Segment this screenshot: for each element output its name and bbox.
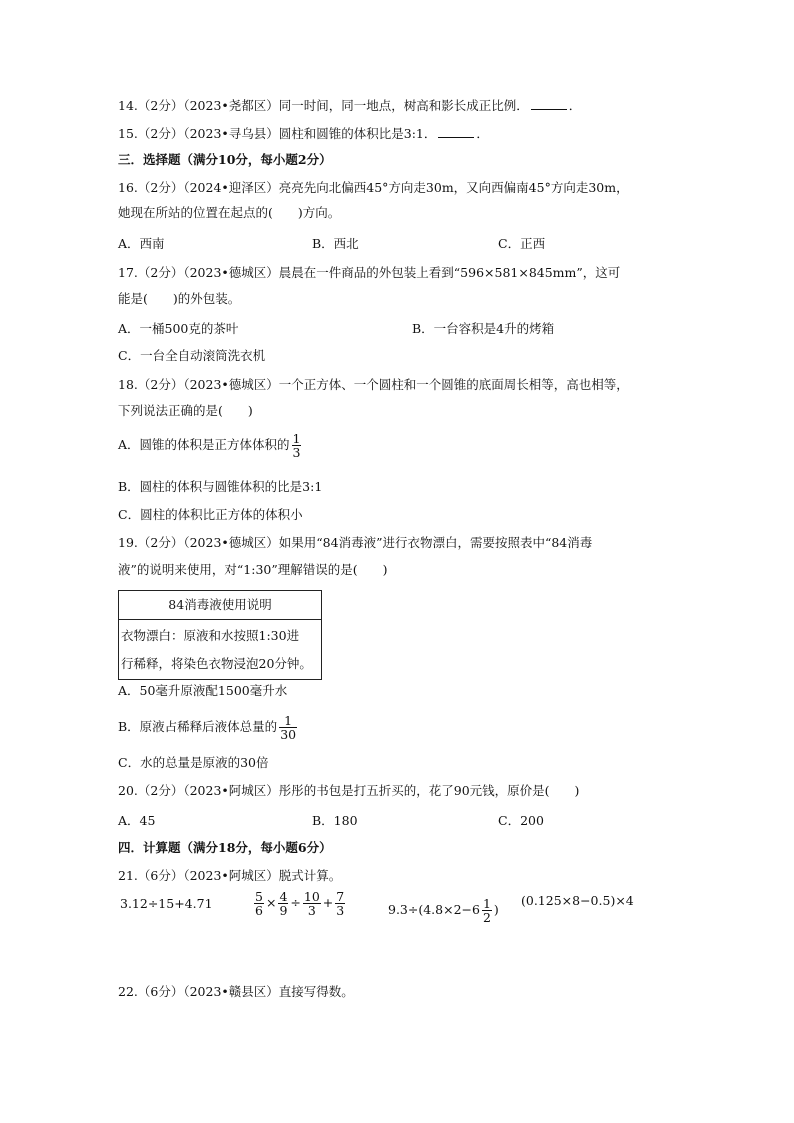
plus-sign: + (322, 895, 334, 910)
divide-sign: ÷ (290, 895, 301, 910)
fraction (278, 890, 288, 917)
q18-option-c[interactable]: C．圆柱的体积比正方体的体积小 (118, 507, 303, 522)
fraction-one-thirtieth (279, 714, 297, 741)
question-15 (118, 125, 489, 143)
fraction (254, 890, 264, 917)
fraction-denominator: 9 (279, 903, 288, 918)
question-15-text: 15.（2分）（2023•寻乌县）圆柱和圆锥的体积比是3:1． (118, 126, 437, 141)
fraction-numerator: 4 (279, 889, 288, 904)
fraction-denominator: 3 (307, 903, 316, 918)
fraction-denominator: 30 (280, 727, 297, 742)
q19-option-b[interactable] (118, 714, 299, 741)
fraction-one-half (482, 897, 492, 924)
calc-expression-2 (252, 890, 347, 917)
q16-option-a[interactable]: A．西南 (118, 236, 165, 251)
question-18-line2: 下列说法正确的是( ) (118, 403, 253, 418)
q17-option-c[interactable]: C．一台全自动滚筒洗衣机 (118, 348, 266, 363)
question-17-line2: 能是( )的外包装。 (118, 291, 241, 306)
q17-option-b[interactable]: B．一台容积是4升的烤箱 (412, 321, 555, 336)
question-19-line1: 19.（2分）（2023•德城区）如果用“84消毒液”进行衣物漂白，需要按照表中“84消毒 (118, 535, 593, 550)
fraction-numerator: 1 (279, 714, 297, 728)
fraction-numerator: 7 (336, 889, 345, 904)
question-16-line2: 她现在所站的位置在起点的( )方向。 (118, 205, 341, 220)
calc-expression-3 (388, 897, 499, 924)
calc-expression-4: (0.125×8−0.5)×4 (521, 893, 634, 908)
fraction-denominator: 6 (255, 903, 263, 918)
section-4-heading: 四．计算题（满分18分，每小题6分） (118, 840, 332, 855)
fraction (335, 890, 345, 917)
q18-option-a-text: A．圆锥的体积是正方体体积的 (118, 437, 290, 452)
q20-option-a[interactable]: A．45 (118, 813, 156, 828)
q16-option-b[interactable]: B．西北 (312, 236, 359, 251)
table-body (119, 620, 321, 680)
question-16-line1: 16.（2分）（2024•迎泽区）亮亮先向北偏西45°方向走30m，又向西偏南45°方向走30m， (118, 180, 629, 195)
fraction-denominator: 2 (482, 910, 491, 925)
q18-option-b[interactable]: B．圆柱的体积与圆锥体积的比是3:1 (118, 479, 323, 494)
fraction (303, 890, 321, 917)
q20-option-b[interactable]: B．180 (312, 813, 358, 828)
answer-blank-14[interactable] (531, 97, 567, 110)
fraction-numerator: 5 (255, 889, 263, 904)
question-17-line1: 17.（2分）（2023•德城区）晨晨在一件商品的外包装上看到“596×581×845mm”，这可 (118, 265, 621, 280)
times-sign: × (265, 895, 277, 910)
question-20: 20.（2分）（2023•阿城区）彤彤的书包是打五折买的，花了90元钱，原价是( ) (118, 783, 580, 798)
q16-option-c[interactable]: C．正西 (498, 236, 546, 251)
fraction-denominator: 3 (336, 903, 345, 918)
calc-expression-1: 3.12÷15+4.71 (120, 896, 213, 911)
fraction-numerator: 1 (482, 896, 491, 911)
question-19-line2: 液”的说明来使用，对“1:30”理解错误的是( ) (118, 562, 388, 577)
calc3-prefix: 9.3÷(4.8×2−6 (388, 902, 480, 917)
q17-option-a[interactable]: A．一桶500克的茶叶 (118, 321, 239, 336)
question-22: 22.（6分）（2023•赣县区）直接写得数。 (118, 984, 354, 999)
section-3-heading: 三．选择题（满分10分，每小题2分） (118, 152, 332, 167)
calc3-suffix: ) (493, 902, 499, 917)
question-18-line1: 18.（2分）（2023•德城区）一个正方体、一个圆柱和一个圆锥的底面周长相等，高也相等， (118, 377, 629, 392)
q19-option-c[interactable]: C．水的总量是原液的30倍 (118, 755, 269, 770)
question-14 (118, 97, 581, 115)
q18-option-a[interactable] (118, 432, 303, 459)
fraction-denominator: 3 (292, 445, 301, 460)
table-line-1: 衣物漂白：原液和水按照1:30进 (121, 628, 300, 643)
question-15-end: ． (476, 126, 489, 141)
table-line-2: 行稀释，将染色衣物浸泡20分钟。 (121, 656, 312, 671)
q20-option-c[interactable]: C．200 (498, 813, 544, 828)
q19-option-a[interactable]: A．50毫升原液配1500毫升水 (118, 683, 288, 698)
fraction-numerator: 10 (303, 889, 320, 904)
fraction-numerator: 1 (292, 431, 301, 446)
answer-blank-15[interactable] (438, 125, 474, 138)
fraction-one-third (292, 432, 302, 459)
question-14-end: ． (568, 98, 582, 113)
question-21: 21.（6分）（2023•阿城区）脱式计算。 (118, 868, 342, 883)
table-title: 84消毒液使用说明 (119, 591, 321, 620)
question-14-text: 14.（2分）（2023•尧都区）同一时间，同一地点，树高和影长成正比例． (118, 98, 529, 113)
disinfectant-instructions-table (118, 590, 322, 680)
q19-option-b-text: B．原液占稀释后液体总量的 (118, 719, 278, 734)
